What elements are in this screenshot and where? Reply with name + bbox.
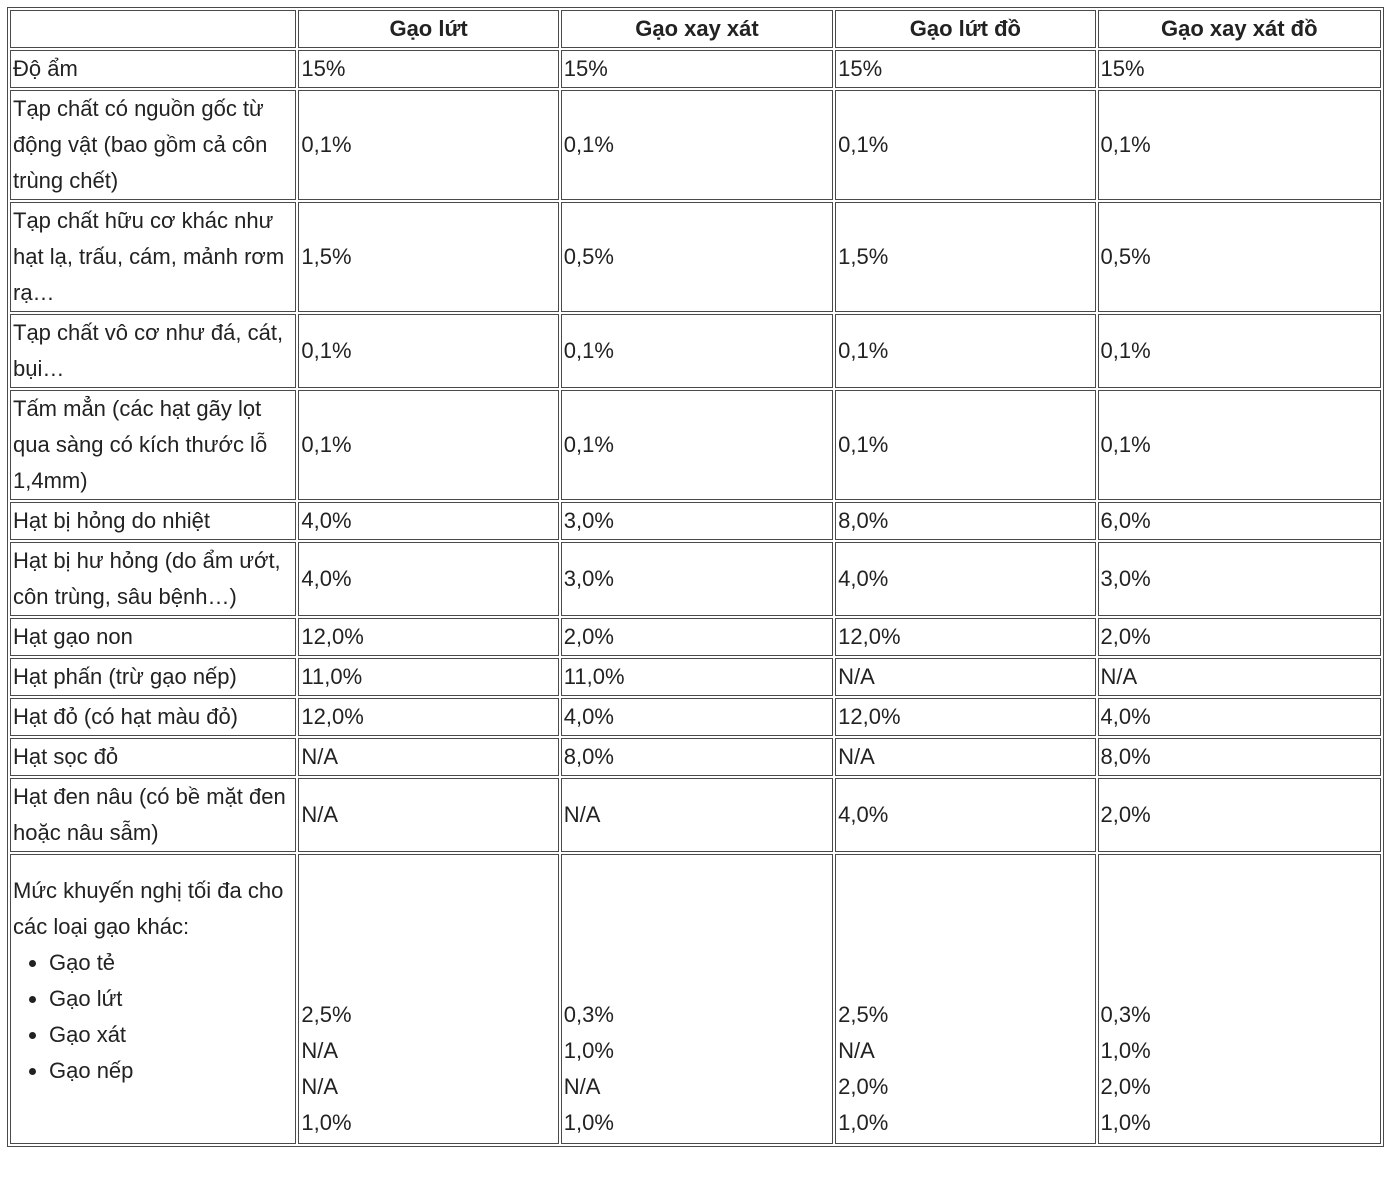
table-cell: 4,0% bbox=[835, 778, 1095, 852]
table-cell: N/A bbox=[561, 778, 833, 852]
list-item: • Gạo tẻ bbox=[49, 945, 293, 981]
table-cell: 1,5% bbox=[835, 202, 1095, 312]
table-cell: N/A bbox=[835, 738, 1095, 776]
rice-standards-table bbox=[7, 7, 1384, 1147]
table-cell: N/A bbox=[298, 778, 558, 852]
table-cell: 0,5% bbox=[561, 202, 833, 312]
cell-value: 1,0% bbox=[1100, 1110, 1151, 1135]
table-cell: 3,0% bbox=[561, 502, 833, 540]
row-label: Hạt bị hỏng do nhiệt bbox=[10, 502, 296, 540]
row-label: Hạt đỏ (có hạt màu đỏ) bbox=[10, 698, 296, 736]
table-cell: 0,1% bbox=[1098, 390, 1381, 500]
header-cell-gao-xay-xat-do: Gạo xay xát đồ bbox=[1098, 10, 1381, 48]
table-cell: 4,0% bbox=[298, 542, 558, 616]
header-cell-gao-xay-xat: Gạo xay xát bbox=[561, 10, 833, 48]
row-label: Tạp chất vô cơ như đá, cát, bụi… bbox=[10, 314, 296, 388]
table-cell bbox=[1098, 854, 1381, 1144]
table-cell: 0,1% bbox=[561, 314, 833, 388]
table-cell: 11,0% bbox=[561, 658, 833, 696]
table-cell: 15% bbox=[298, 50, 558, 88]
cell-value: 2,0% bbox=[1100, 1074, 1151, 1099]
table-cell: 0,1% bbox=[561, 90, 833, 200]
cell-value: 1,0% bbox=[838, 1110, 889, 1135]
table-cell: 0,1% bbox=[1098, 314, 1381, 388]
cell-value: 0,3% bbox=[563, 1002, 614, 1027]
table-row bbox=[10, 390, 1381, 500]
row-label: Tạp chất có nguồn gốc từ động vật (bao gồm cả côn trùng chết) bbox=[10, 90, 296, 200]
header-cell-gao-lut-do: Gạo lứt đồ bbox=[835, 10, 1095, 48]
table-cell: N/A bbox=[298, 738, 558, 776]
cell-value: N/A bbox=[301, 1038, 339, 1063]
other-rice-intro: Mức khuyến nghị tối đa cho các loại gạo khác: bbox=[13, 878, 284, 939]
table-cell: 3,0% bbox=[561, 542, 833, 616]
table-cell: 3,0% bbox=[1098, 542, 1381, 616]
table-cell: 0,5% bbox=[1098, 202, 1381, 312]
table-cell bbox=[835, 854, 1095, 1144]
table-cell: 1,5% bbox=[298, 202, 558, 312]
table-row bbox=[10, 778, 1381, 852]
table-cell: 12,0% bbox=[835, 618, 1095, 656]
row-label: Hạt gạo non bbox=[10, 618, 296, 656]
table-row bbox=[10, 314, 1381, 388]
row-label: Tấm mẳn (các hạt gãy lọt qua sàng có kích thước lỗ 1,4mm) bbox=[10, 390, 296, 500]
table-cell: 0,1% bbox=[298, 390, 558, 500]
table-cell: 0,1% bbox=[561, 390, 833, 500]
cell-value: N/A bbox=[301, 1074, 339, 1099]
table-cell: 15% bbox=[561, 50, 833, 88]
table-row bbox=[10, 502, 1381, 540]
table-cell bbox=[298, 854, 558, 1144]
row-label: Hạt đen nâu (có bề mặt đen hoặc nâu sẫm) bbox=[10, 778, 296, 852]
row-label: Tạp chất hữu cơ khác như hạt lạ, trấu, cám, mảnh rơm rạ… bbox=[10, 202, 296, 312]
cell-value: N/A bbox=[838, 1038, 875, 1063]
table-cell bbox=[561, 854, 833, 1144]
table-cell: 12,0% bbox=[298, 698, 558, 736]
table-row-other-rice bbox=[10, 854, 1381, 1144]
table-cell: 12,0% bbox=[835, 698, 1095, 736]
table-cell: 2,0% bbox=[1098, 778, 1381, 852]
table-cell: 4,0% bbox=[298, 502, 558, 540]
row-label-other-rice bbox=[10, 854, 296, 1144]
table-cell: 11,0% bbox=[298, 658, 558, 696]
table-cell: 0,1% bbox=[298, 90, 558, 200]
table-cell: 0,1% bbox=[1098, 90, 1381, 200]
row-label: Độ ẩm bbox=[10, 50, 296, 88]
cell-value: 1,0% bbox=[1100, 1038, 1151, 1063]
cell-value: 1,0% bbox=[563, 1110, 614, 1135]
cell-value: 1,0% bbox=[301, 1110, 352, 1135]
table-row bbox=[10, 90, 1381, 200]
table-cell: 0,1% bbox=[298, 314, 558, 388]
list-item: • Gạo xát bbox=[49, 1017, 293, 1053]
table-cell: N/A bbox=[1098, 658, 1381, 696]
table-cell: 0,1% bbox=[835, 314, 1095, 388]
table-cell: 6,0% bbox=[1098, 502, 1381, 540]
table-cell: 0,1% bbox=[835, 90, 1095, 200]
table-cell: 15% bbox=[1098, 50, 1381, 88]
table-cell: 12,0% bbox=[298, 618, 558, 656]
table-cell: N/A bbox=[835, 658, 1095, 696]
table-cell: 2,0% bbox=[1098, 618, 1381, 656]
cell-value: 2,5% bbox=[838, 1002, 889, 1027]
rice-type-list bbox=[13, 945, 293, 1089]
cell-value: 2,5% bbox=[301, 1002, 352, 1027]
list-item: • Gạo lứt bbox=[49, 981, 293, 1017]
table-cell: 4,0% bbox=[835, 542, 1095, 616]
table-cell: 8,0% bbox=[1098, 738, 1381, 776]
list-item: • Gạo nếp bbox=[49, 1053, 293, 1089]
table-cell: 0,1% bbox=[835, 390, 1095, 500]
cell-value: 0,3% bbox=[1100, 1002, 1151, 1027]
cell-value: N/A bbox=[563, 1074, 601, 1099]
row-label: Hạt sọc đỏ bbox=[10, 738, 296, 776]
row-label: Hạt phấn (trừ gạo nếp) bbox=[10, 658, 296, 696]
table-cell: 2,0% bbox=[561, 618, 833, 656]
table-cell: 8,0% bbox=[835, 502, 1095, 540]
cell-value: 2,0% bbox=[838, 1074, 889, 1099]
table-cell: 15% bbox=[835, 50, 1095, 88]
table-row bbox=[10, 698, 1381, 736]
table-row bbox=[10, 542, 1381, 616]
table-cell: 8,0% bbox=[561, 738, 833, 776]
table-cell: 4,0% bbox=[1098, 698, 1381, 736]
table-row bbox=[10, 50, 1381, 88]
cell-value: 1,0% bbox=[563, 1038, 614, 1063]
header-row bbox=[10, 10, 1381, 48]
row-label: Hạt bị hư hỏng (do ẩm ướt, côn trùng, sâu bệnh…) bbox=[10, 542, 296, 616]
table-row bbox=[10, 658, 1381, 696]
table-row bbox=[10, 202, 1381, 312]
table-row bbox=[10, 738, 1381, 776]
header-cell-gao-lut: Gạo lứt bbox=[298, 10, 558, 48]
table-row bbox=[10, 618, 1381, 656]
header-cell-empty bbox=[10, 10, 296, 48]
table-cell: 4,0% bbox=[561, 698, 833, 736]
